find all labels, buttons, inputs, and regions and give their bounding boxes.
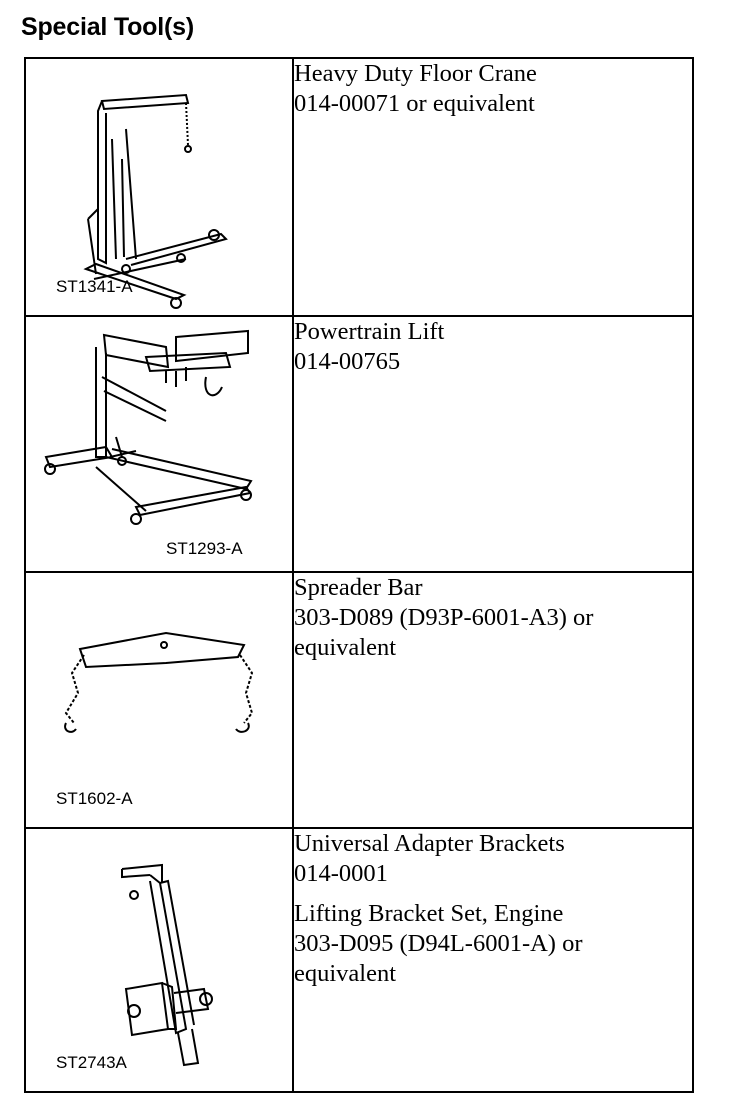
tool-name: Powertrain Lift [294,318,445,345]
table-row [25,572,693,828]
tool-image-cell [25,316,293,572]
tool-number: 303-D089 (D93P-6001-A3) or [294,604,594,631]
tool-number: 014-0001 [294,860,388,887]
tool-number-note: equivalent [294,960,397,987]
tool-name: Spreader Bar [294,574,423,601]
tool-number: 014-00765 [294,348,401,375]
tool-description-cell [293,572,693,828]
table-row [25,828,693,1092]
tool-image-cell [25,58,293,316]
tool-description-cell [293,316,693,572]
tool-number-note: equivalent [294,634,397,661]
tool-description-cell [293,828,693,1092]
table-row [25,58,693,316]
image-code: ST1341-A [56,277,133,296]
adapter-bracket-illustration [26,829,292,1091]
image-code: ST1602-A [56,789,133,808]
special-tools-table [24,57,694,1093]
tool-number: 014-00071 or equivalent [294,90,535,117]
tool-number-secondary: 303-D095 (D94L-6001-A) or [294,930,583,957]
table-row [25,316,693,572]
page-title: Special Tool(s) [21,13,194,41]
tool-image-cell [25,572,293,828]
powertrain-lift-illustration [26,317,292,571]
tool-name: Universal Adapter Brackets [294,830,565,857]
tool-name: Heavy Duty Floor Crane [294,60,537,87]
tool-description-cell [293,58,693,316]
image-code: ST2743A [56,1053,127,1072]
tool-name-secondary: Lifting Bracket Set, Engine [294,900,564,927]
tool-image-cell [25,828,293,1092]
image-code: ST1293-A [166,539,243,558]
